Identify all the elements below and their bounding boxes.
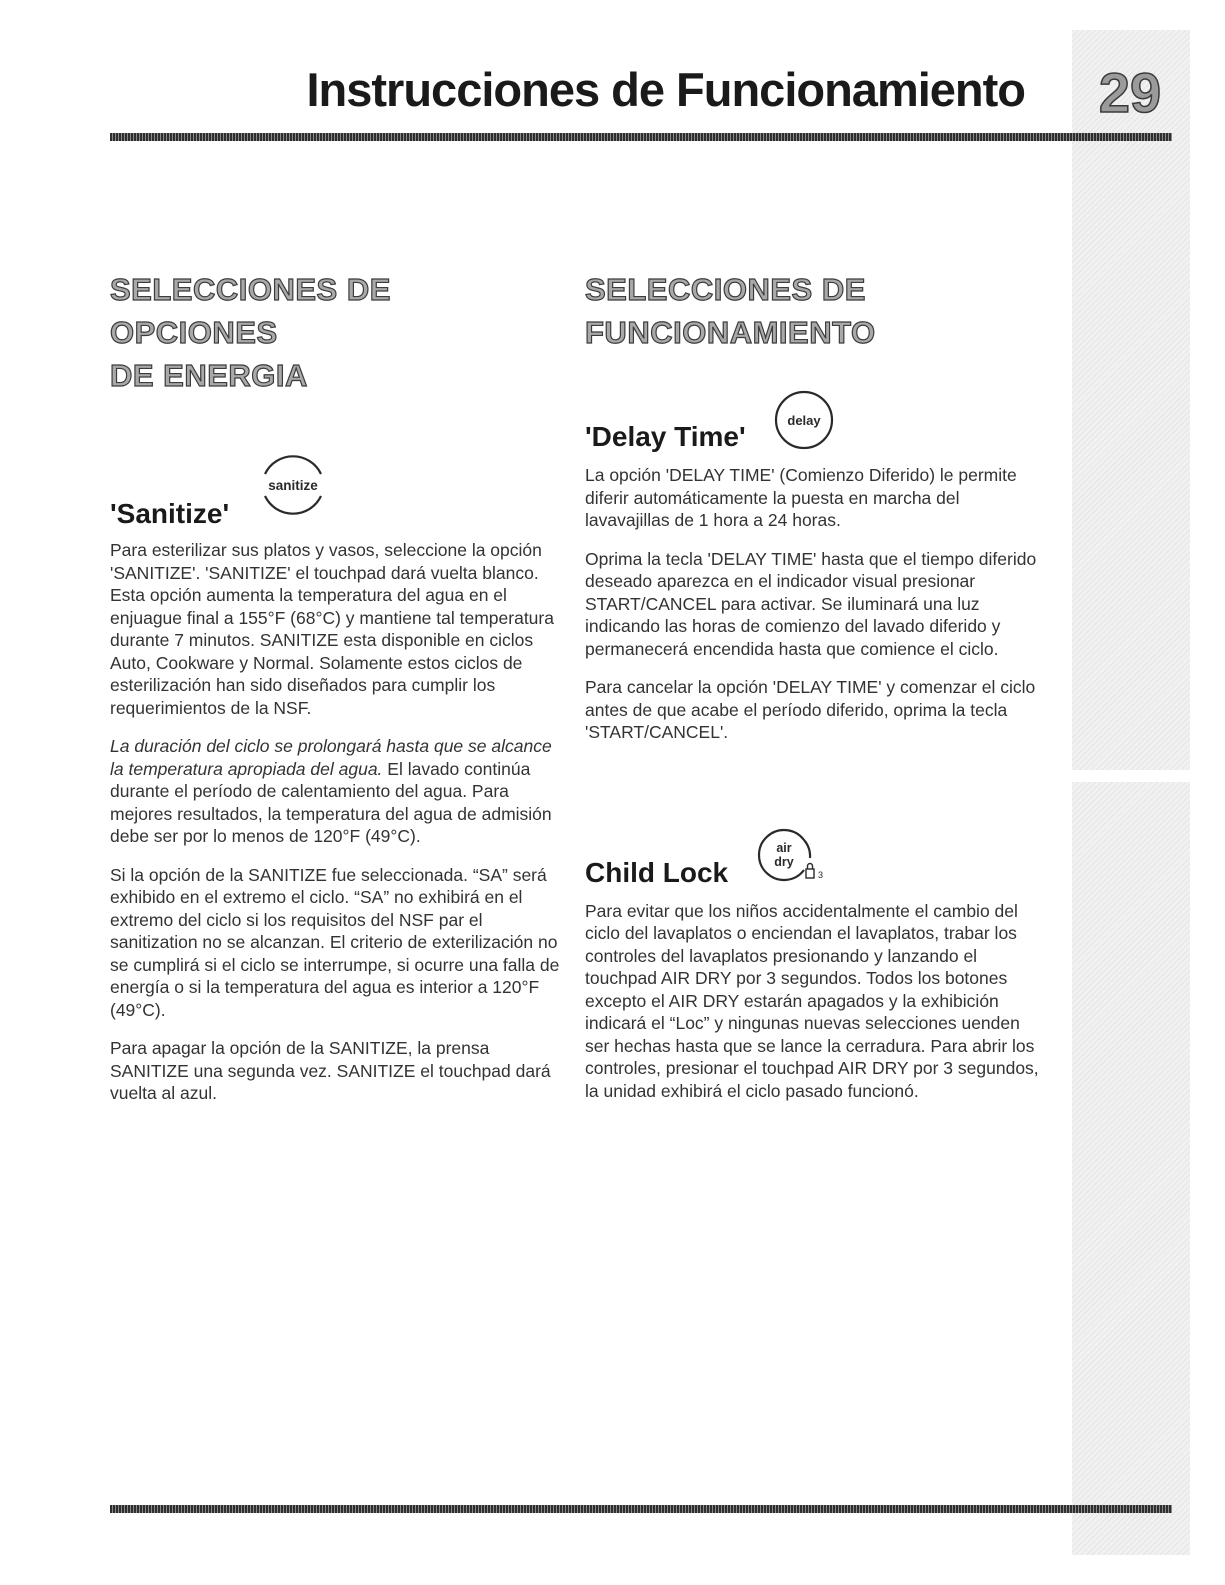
delay-icon-label: delay (787, 413, 821, 428)
sanitize-icon (247, 439, 339, 531)
side-tab-band (1072, 30, 1190, 1555)
operation-heading-line1: SELECCIONES DE (585, 272, 866, 307)
air-dry-lock-icon (746, 820, 826, 890)
delay-paragraph-1: La opción 'DELAY TIME' (Comienzo Diferido) le permite diferir automáticamente la puesta en marcha del lavavajillas de 1 hora a 24 horas. (585, 465, 1017, 530)
child-lock-paragraph-1: Para evitar que los niños accidentalmente el cambio del ciclo del lavaplatos o enciendan el lavaplatos, trabar los controles del lavaplatos presionando y lanzando el touchpad AIR DRY por 3 segundos. Todos los botones excepto el AIR DRY estarán apagados y la exhibición indicará el “Loc” y ningunas nuevas selecciones uenden ser hechas hasta que se lance la cerradura. Para abrir los controles, presionar el touchpad AIR DRY por 3 segundos, la unidad exhibirá el ciclo pasado funcionó. (585, 900, 1039, 1101)
sanitize-paragraph-2-italic: La duración del ciclo se prolongará hasta que se alcance la temperatura apropiada del agua. (110, 736, 552, 779)
energy-options-heading (110, 268, 565, 397)
sanitize-paragraph-2 (110, 735, 565, 848)
child-lock-title: Child Lock (585, 856, 729, 888)
delay-time-title: 'Delay Time' (585, 421, 746, 452)
sanitize-heading-row (110, 439, 565, 531)
lock-icon (806, 869, 814, 878)
operation-selections-heading (585, 268, 1040, 354)
sanitize-icon-label: sanitize (268, 478, 318, 493)
sanitize-paragraph-3: Si la opción de la SANITIZE fue seleccionada. “SA” será exhibido en el extremo el ciclo. “SA” no exhibirá en el extremo del ciclo si los requisitos del NSF par el sanitization no se alcanzan. El criterio de exterilización no se cumplirá si el ciclo se interrumpe, si ocurre una falla de energía o si la temperatura del agua es interior a 120°F (49°C). (110, 864, 560, 1020)
sanitize-paragraph-2-rest: El lavado continúa durante el período de calentamiento del agua. Para mejores resultados, la temperatura del agua de admisión debe ser por lo menos de 120°F (49°C). (110, 758, 552, 846)
delay-paragraph-2: Oprima la tecla 'DELAY TIME' hasta que el tiempo diferido deseado aparezca en el indicador visual presionar START/CANCEL para activar. Se iluminará una luz indicando las horas de comienzo del lavado diferido y permanecerá encendida hasta que comience el ciclo. (585, 548, 1037, 659)
svg-text:3: 3 (818, 869, 824, 880)
side-tab-gap (1072, 770, 1190, 782)
energy-heading-line1: SELECCIONES DE OPCIONES (110, 272, 391, 350)
sanitize-paragraph-4: Para apagar la opción de la SANITIZE, la prensa SANITIZE una segunda vez. SANITIZE el touchpad dará vuelta al azul. (110, 1038, 551, 1103)
energy-heading-line2: DE ENERGIA (110, 358, 308, 393)
operation-heading-line2: FUNCIONAMIENTO (585, 315, 876, 350)
right-column (585, 268, 1040, 1118)
air-dry-icon-label-2: dry (774, 854, 794, 869)
air-dry-icon-label-1: air (776, 840, 792, 855)
delay-heading-row (585, 386, 1040, 454)
footer-rule (110, 1505, 1172, 1513)
sanitize-title: 'Sanitize' (110, 498, 230, 529)
header-rule (110, 133, 1172, 141)
delay-icon (764, 386, 844, 454)
left-column (110, 268, 565, 1121)
child-lock-heading-row (585, 820, 1040, 890)
page-number: 29 (1098, 61, 1162, 124)
delay-paragraph-3: Para cancelar la opción 'DELAY TIME' y comenzar el ciclo antes de que acabe el período diferido, oprima la tecla 'START/CANCEL'. (585, 677, 1036, 742)
page-title: Instrucciones de Funcionamiento (306, 63, 1025, 116)
sanitize-paragraph-1: Para esterilizar sus platos y vasos, seleccione la opción 'SANITIZE'. 'SANITIZE' el touchpad dará vuelta blanco. Esta opción aumenta la temperatura del agua en el enjuague final a 155°F (68°C) y mantiene tal temperatura durante 7 minutos. SANITIZE esta disponible en ciclos Auto, Cookware y Normal. Solamente estos ciclos de esterilización han sido diseñados para cumplir los requerimientos de la NSF. (110, 540, 554, 718)
